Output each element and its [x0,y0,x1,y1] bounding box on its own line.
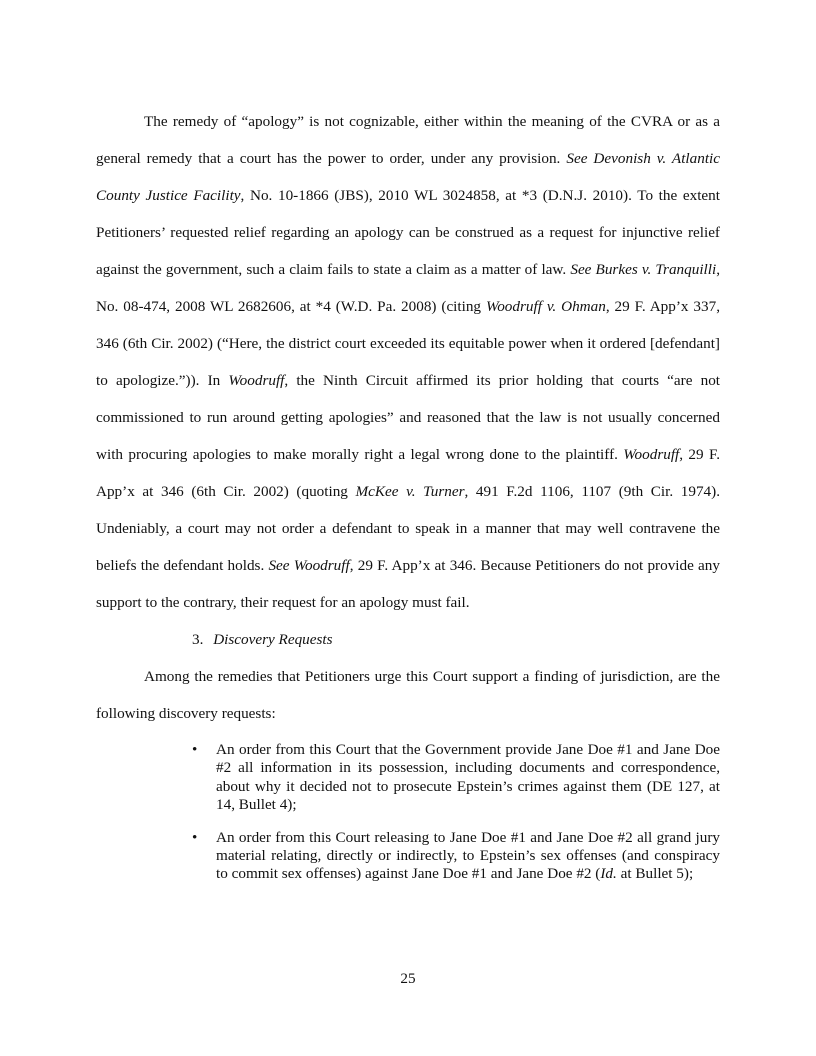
body-text: , 29 F. App’x at 346 (6th Cir. 2002) (quoting [96,446,720,500]
body-text: , 491 F.2d 1106, 1107 (9th Cir. 1974). Undeniably, a court may not order a defendant to speak in a manner that may well contravene the beliefs the defendant holds. [96,483,720,574]
paragraph-discovery-intro: Among the remedies that Petitioners urge this Court support a finding of jurisdiction, are the following discovery requests: [96,668,720,722]
section-heading [96,621,720,658]
body-text: An order from this Court that the Government provide Jane Doe #1 and Jane Doe #2 all information in its possession, including documents and correspondence, about why it decided not to prosecute Epstein’s crimes against them (DE 127, at 14, Bullet 4); [216,741,720,814]
document-page [96,103,720,898]
discovery-request-item [96,741,720,815]
body-text: An order from this Court releasing to Jane Doe #1 and Jane Doe #2 all grand jury material relating, directly or indirectly, to Epstein’s sex offenses (and conspiracy to commit sex offenses) against Jane Doe #1 and Jane Doe #2 ( [216,828,720,883]
body-text: The remedy of “apology” is not cognizable, either within the meaning of the CVRA or as a general remedy that a court has the power to order, under any provision. [96,113,720,167]
body-text: at Bullet 5); [616,865,694,883]
citation-text: See Woodruff [268,557,350,574]
bullet-icon: • [192,741,198,758]
paragraph-apology-remedy [96,103,720,621]
discovery-request-item [96,829,720,884]
section-title: Discovery Requests [213,631,333,648]
citation-text: Woodruff v. Ohman [485,298,606,315]
citation-text: McKee v. Turner [355,483,465,500]
body-text: , the Ninth Circuit affirmed its prior holding that courts “are not commissioned to run around getting apologies” and reasoned that the law is not usually concerned with procuring apologies to make morally right a legal wrong done to the plaintiff. [96,372,721,463]
bullet-icon: • [192,828,198,846]
citation-text: Woodruff [623,446,680,463]
body-text: , No. 08-474, 2008 WL 2682606, at *4 (W.D. Pa. 2008) (citing [96,261,720,315]
page-number: 25 [400,970,416,987]
citation-text: See Burkes v. Tranquilli [570,261,717,278]
discovery-request-list [96,741,720,884]
body-text: , 29 F. App’x at 346. Because Petitioners do not provide any support to the contrary, their request for an apology must fail. [96,557,720,611]
body-text: , No. 10-1866 (JBS), 2010 WL 3024858, at *3 (D.N.J. 2010). To the extent Petitioners’ requested relief regarding an apology can be construed as a request for injunctive relief against the government, such a claim fails to state a claim as a matter of law. [96,187,720,278]
section-number: 3. [192,631,204,648]
citation-text: Id. [600,865,617,883]
citation-text: Woodruff [228,372,285,389]
citation-text: See Devonish v. Atlantic County Justice Facility [96,150,720,204]
body-text: , 29 F. App’x 337, 346 (6th Cir. 2002) (“Here, the district court exceeded its equitable power when it ordered [defendant] to apologize.”)). In [96,298,720,389]
